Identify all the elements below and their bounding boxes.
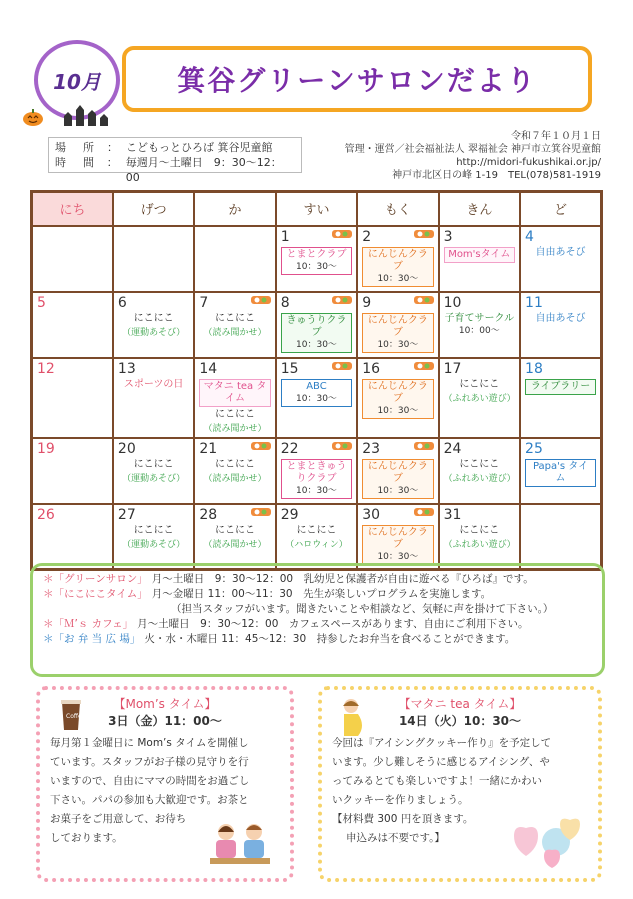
event bbox=[281, 459, 352, 499]
notes-box bbox=[30, 563, 605, 677]
calendar-day-cell bbox=[276, 438, 357, 504]
event bbox=[362, 247, 433, 287]
place-separator: ： bbox=[107, 141, 118, 154]
event-time: 10：30～ bbox=[296, 393, 337, 404]
calendar-day-cell bbox=[439, 226, 520, 292]
event bbox=[118, 313, 189, 325]
event-name: にこにこ bbox=[133, 524, 174, 536]
place-label: 場 所 bbox=[55, 141, 97, 154]
day-number: 1 bbox=[280, 228, 290, 245]
calendar-day-cell bbox=[439, 358, 520, 438]
note-item bbox=[43, 572, 592, 587]
event-name: 自由あそび bbox=[535, 246, 586, 258]
event-name: ライブラリー bbox=[530, 380, 591, 392]
month-label: 10月 bbox=[53, 69, 101, 94]
pumpkin-icon bbox=[22, 108, 44, 126]
haunted-castle-icon bbox=[62, 104, 112, 126]
calendar-day-cell bbox=[194, 226, 275, 292]
event-name: にこにこ bbox=[296, 524, 337, 536]
mothers-illustration bbox=[204, 818, 276, 868]
calendar-day-cell bbox=[32, 226, 113, 292]
event-subtitle: （ふれあい遊び） bbox=[443, 539, 516, 550]
calendar-day-cell bbox=[276, 504, 357, 570]
day-number: 8 bbox=[280, 294, 290, 311]
weekday-header: きん bbox=[439, 192, 520, 226]
event-time: 10：30～ bbox=[296, 485, 337, 496]
panel-body-line: しております。 bbox=[50, 832, 123, 844]
panel-body-line: います。少し難しそうに感じるアイシング、や bbox=[332, 756, 550, 768]
calendar-day-cell bbox=[439, 504, 520, 570]
event bbox=[444, 459, 515, 471]
calendar-day-cell bbox=[439, 438, 520, 504]
event-name: にこにこ bbox=[459, 458, 500, 470]
calendar-day-cell bbox=[357, 226, 438, 292]
calendar-day-cell bbox=[357, 358, 438, 438]
note-text: 月～金曜日 11：00～11：30 先生が楽しいプログラムを実施します。 bbox=[151, 588, 492, 600]
day-number: 9 bbox=[362, 294, 372, 311]
event-name: きゅうりクラブ bbox=[286, 314, 347, 338]
day-number: 18 bbox=[525, 360, 543, 377]
event bbox=[444, 313, 515, 337]
note-text: 月～土曜日 9：30～12：00 カフェスペースがあります、自由にご利用下さい。 bbox=[137, 618, 529, 630]
time-value: 毎週月～土曜日 9：30～12：00 bbox=[125, 156, 282, 184]
event-name: にんじんクラブ bbox=[367, 380, 428, 404]
calendar-day-cell bbox=[276, 292, 357, 358]
calendar-day-cell bbox=[113, 438, 194, 504]
day-number: 5 bbox=[37, 294, 46, 311]
event-name: マタニ tea タイム bbox=[203, 380, 267, 404]
calendar-day-cell bbox=[276, 226, 357, 292]
day-number: 22 bbox=[280, 440, 299, 457]
day-number: 2 bbox=[362, 228, 372, 245]
organization-url[interactable]: http://midori-fukushikai.or.jp/ bbox=[456, 157, 601, 168]
bento-lunch-icon bbox=[331, 228, 353, 239]
note-text-continued: （担当スタッフがいます。聞きたいことや相談など、気軽に声を掛けて下さい。） bbox=[171, 603, 554, 615]
event-name: Mom'sタイム bbox=[448, 248, 511, 260]
day-number: 31 bbox=[443, 506, 462, 523]
day-number: 20 bbox=[117, 440, 136, 457]
time-row bbox=[55, 155, 295, 185]
calendar-week-row bbox=[32, 358, 602, 438]
organization-info bbox=[301, 130, 601, 182]
calendar-day-cell bbox=[357, 504, 438, 570]
event bbox=[525, 247, 596, 259]
event-time: 10：30～ bbox=[377, 405, 419, 416]
moms-time-panel bbox=[36, 686, 294, 882]
event-time: 10：30～ bbox=[296, 261, 337, 272]
calendar-day-cell bbox=[113, 504, 194, 570]
calendar-day-cell bbox=[32, 358, 113, 438]
info-box bbox=[48, 137, 302, 184]
weekday-header: にち bbox=[32, 192, 113, 226]
event bbox=[281, 379, 352, 407]
calendar-day-cell bbox=[113, 226, 194, 292]
event-subtitle: （運動あそび） bbox=[122, 473, 186, 484]
organization-name: 管理・運営／社会福祉法人 翠福祉会 神戸市立箕谷児童館 bbox=[344, 144, 601, 155]
event-name: にこにこ bbox=[459, 524, 500, 536]
calendar-week-row bbox=[32, 292, 602, 358]
calendar-day-cell bbox=[520, 292, 601, 358]
panel-body-line: いますので、自由にママの時間をお過ごし bbox=[50, 775, 250, 787]
event-time: 10：30～ bbox=[377, 273, 419, 284]
note-item bbox=[43, 632, 592, 647]
icing-cookies-illustration bbox=[504, 816, 588, 868]
event-subtitle: （読み聞かせ） bbox=[203, 327, 267, 338]
calendar-day-cell bbox=[32, 504, 113, 570]
event-name: にんじんクラブ bbox=[367, 314, 428, 338]
event-name: にんじんクラブ bbox=[367, 248, 428, 272]
bento-lunch-icon bbox=[413, 360, 435, 371]
calendar-day-cell bbox=[194, 438, 275, 504]
calendar-week-row bbox=[32, 504, 602, 570]
calendar-week-row bbox=[32, 438, 602, 504]
panel-body-line: ってみるとても楽しいですよ！一緒にかわい bbox=[332, 775, 542, 787]
event bbox=[362, 313, 433, 353]
event-name: にこにこ bbox=[215, 312, 256, 324]
panel-body-line: 毎月第１金曜日に Mom’s タイムを開催し bbox=[50, 737, 249, 749]
panel-body-line: 今回は『アイシングクッキー作り』を予定して bbox=[332, 737, 552, 749]
day-number: 16 bbox=[362, 360, 381, 377]
issue-date: 令和７年１０月１日 bbox=[511, 131, 601, 142]
event-name: とまときゅうりクラブ bbox=[286, 460, 347, 484]
moms-time-title: 【Mom’s タイム】 bbox=[113, 697, 217, 711]
calendar-day-cell bbox=[32, 438, 113, 504]
event bbox=[362, 525, 433, 565]
day-number: 10 bbox=[443, 294, 462, 311]
newsletter-title: 箕谷グリーンサロンだより bbox=[177, 64, 537, 97]
matani-tea-date: 14日（火）10：30～ bbox=[398, 714, 522, 728]
calendar-day-cell bbox=[113, 292, 194, 358]
calendar bbox=[30, 190, 603, 571]
note-item bbox=[43, 617, 592, 632]
panel-body-line: 申込みは不要です。】 bbox=[346, 832, 445, 844]
calendar-day-cell bbox=[194, 292, 275, 358]
bento-lunch-icon bbox=[250, 294, 272, 305]
place-row bbox=[55, 140, 295, 155]
note-label: ＊「グリーンサロン」 bbox=[43, 573, 148, 585]
event bbox=[362, 459, 433, 499]
event-time: 10：30～ bbox=[377, 485, 419, 496]
title-banner bbox=[122, 46, 592, 112]
weekday-header: か bbox=[194, 192, 275, 226]
calendar-day-cell bbox=[520, 358, 601, 438]
event bbox=[118, 459, 189, 471]
day-number: 11 bbox=[525, 294, 543, 311]
bento-lunch-icon bbox=[331, 294, 353, 305]
calendar-day-cell bbox=[439, 292, 520, 358]
note-label: ＊「にこにこタイム」 bbox=[43, 588, 148, 600]
day-number: 3 bbox=[443, 228, 453, 245]
matani-tea-panel bbox=[318, 686, 602, 882]
note-text: 火・水・木曜日 11：45～12：30 持参したお弁当を食べることができます。 bbox=[144, 633, 516, 645]
event bbox=[525, 459, 596, 487]
event bbox=[444, 379, 515, 391]
note-text: 月～土曜日 9：30～12：00 乳幼児と保護者が自由に遊べる『ひろば』です。 bbox=[151, 573, 534, 585]
day-number: 7 bbox=[199, 294, 209, 311]
event bbox=[281, 313, 352, 353]
bento-lunch-icon bbox=[413, 294, 435, 305]
calendar-day-cell bbox=[520, 504, 601, 570]
event-name: 自由あそび bbox=[535, 312, 586, 324]
weekday-header: げつ bbox=[113, 192, 194, 226]
event bbox=[199, 525, 270, 537]
panel-body-line: いクッキーを作りましょう。 bbox=[332, 794, 469, 806]
note-label: ＊「お 弁 当 広 場」 bbox=[43, 633, 141, 645]
calendar-header-row bbox=[32, 192, 602, 226]
calendar-day-cell bbox=[520, 438, 601, 504]
event-subtitle: （運動あそび） bbox=[122, 539, 186, 550]
event-time: 10：30～ bbox=[296, 339, 337, 350]
coffee-cup-icon bbox=[56, 698, 86, 732]
event-secondary: にこにこ bbox=[215, 408, 256, 420]
pregnant-woman-icon bbox=[334, 696, 368, 738]
day-number: 28 bbox=[199, 506, 218, 523]
note-label: ＊「Ｍ’ｓ カフェ」 bbox=[43, 618, 134, 630]
day-number: 29 bbox=[280, 506, 299, 523]
time-label: 時 間 bbox=[55, 156, 97, 169]
event-name: スポーツの日 bbox=[123, 378, 184, 390]
event bbox=[444, 247, 515, 263]
event-subtitle: （ふれあい遊び） bbox=[443, 393, 516, 404]
event bbox=[362, 379, 433, 419]
weekday-header: もく bbox=[357, 192, 438, 226]
day-number: 15 bbox=[280, 360, 299, 377]
event bbox=[118, 525, 189, 537]
event-name: にこにこ bbox=[133, 312, 174, 324]
day-number: 25 bbox=[525, 440, 543, 457]
calendar-day-cell bbox=[357, 438, 438, 504]
event bbox=[281, 247, 352, 275]
day-number: 26 bbox=[37, 506, 55, 523]
day-number: 13 bbox=[117, 360, 136, 377]
day-number: 23 bbox=[362, 440, 381, 457]
note-item bbox=[43, 587, 592, 602]
event bbox=[281, 525, 352, 537]
event-name: とまとクラブ bbox=[286, 248, 347, 260]
calendar-day-cell bbox=[32, 292, 113, 358]
day-number: 19 bbox=[37, 440, 55, 457]
day-number: 27 bbox=[117, 506, 136, 523]
event-name: にこにこ bbox=[215, 458, 256, 470]
event-subtitle: （運動あそび） bbox=[122, 327, 186, 338]
matani-tea-title: 【マタニ tea タイム】 bbox=[398, 697, 522, 711]
moms-time-date: 3日（金）11：00～ bbox=[108, 714, 222, 728]
event-subtitle: （読み聞かせ） bbox=[203, 423, 267, 434]
place-value: こどもっとひろば 箕谷児童館 bbox=[126, 141, 273, 154]
event bbox=[199, 379, 270, 407]
event-subtitle: （読み聞かせ） bbox=[203, 539, 267, 550]
bento-lunch-icon bbox=[331, 440, 353, 451]
event-subtitle: （読み聞かせ） bbox=[203, 473, 267, 484]
day-number: 12 bbox=[37, 360, 55, 377]
svg-text:Coffee: Coffee bbox=[66, 713, 86, 720]
bento-lunch-icon bbox=[250, 440, 272, 451]
panel-body-line: 【材料費 300 円を頂きます。 bbox=[332, 813, 474, 825]
calendar-day-cell bbox=[520, 226, 601, 292]
event-subtitle: （ハロウィン） bbox=[285, 539, 348, 550]
day-number: 21 bbox=[199, 440, 218, 457]
event-time: 10：30～ bbox=[377, 339, 419, 350]
event-time: 10：30～ bbox=[377, 551, 419, 562]
event-name: にこにこ bbox=[133, 458, 174, 470]
event-time: 10：00～ bbox=[458, 325, 500, 336]
event-name: ABC bbox=[306, 380, 327, 392]
bento-lunch-icon bbox=[413, 506, 435, 517]
event bbox=[525, 379, 596, 395]
event-name: にこにこ bbox=[459, 378, 500, 390]
event-name: にこにこ bbox=[215, 524, 256, 536]
panel-body-line: ています。スタッフがお子様の見守りを行 bbox=[50, 756, 249, 768]
weekday-header: ど bbox=[520, 192, 601, 226]
day-number: 6 bbox=[117, 294, 127, 311]
calendar-week-row bbox=[32, 226, 602, 292]
calendar-day-cell bbox=[357, 292, 438, 358]
event-name: にんじんクラブ bbox=[367, 460, 428, 484]
time-separator: ： bbox=[106, 156, 118, 169]
event-name: Papa's タイム bbox=[532, 460, 589, 484]
event bbox=[444, 525, 515, 537]
day-number: 30 bbox=[362, 506, 381, 523]
event-subtitle: （ふれあい遊び） bbox=[443, 473, 516, 484]
day-number: 14 bbox=[199, 360, 218, 377]
calendar-day-cell bbox=[194, 358, 275, 438]
bento-lunch-icon bbox=[413, 440, 435, 451]
event-name: にんじんクラブ bbox=[367, 526, 428, 550]
bento-lunch-icon bbox=[331, 360, 353, 371]
weekday-header: すい bbox=[276, 192, 357, 226]
day-number: 17 bbox=[443, 360, 462, 377]
panel-body-line: 下さい。パパの参加も大歓迎です。お茶と bbox=[50, 794, 249, 806]
event bbox=[525, 313, 596, 325]
event bbox=[118, 379, 189, 391]
calendar-day-cell bbox=[194, 504, 275, 570]
day-number: 24 bbox=[443, 440, 462, 457]
event bbox=[199, 459, 270, 471]
bento-lunch-icon bbox=[250, 506, 272, 517]
organization-address: 神戸市北区日の峰 1-19 TEL(078)581-1919 bbox=[392, 170, 601, 181]
bento-lunch-icon bbox=[413, 228, 435, 239]
calendar-body bbox=[32, 226, 602, 570]
event bbox=[199, 313, 270, 325]
calendar-day-cell bbox=[113, 358, 194, 438]
panel-body-line: お菓子をご用意して、お待ち bbox=[50, 813, 187, 825]
day-number: 4 bbox=[525, 228, 534, 245]
calendar-day-cell bbox=[276, 358, 357, 438]
event-name: 子育てサークル bbox=[444, 312, 515, 324]
